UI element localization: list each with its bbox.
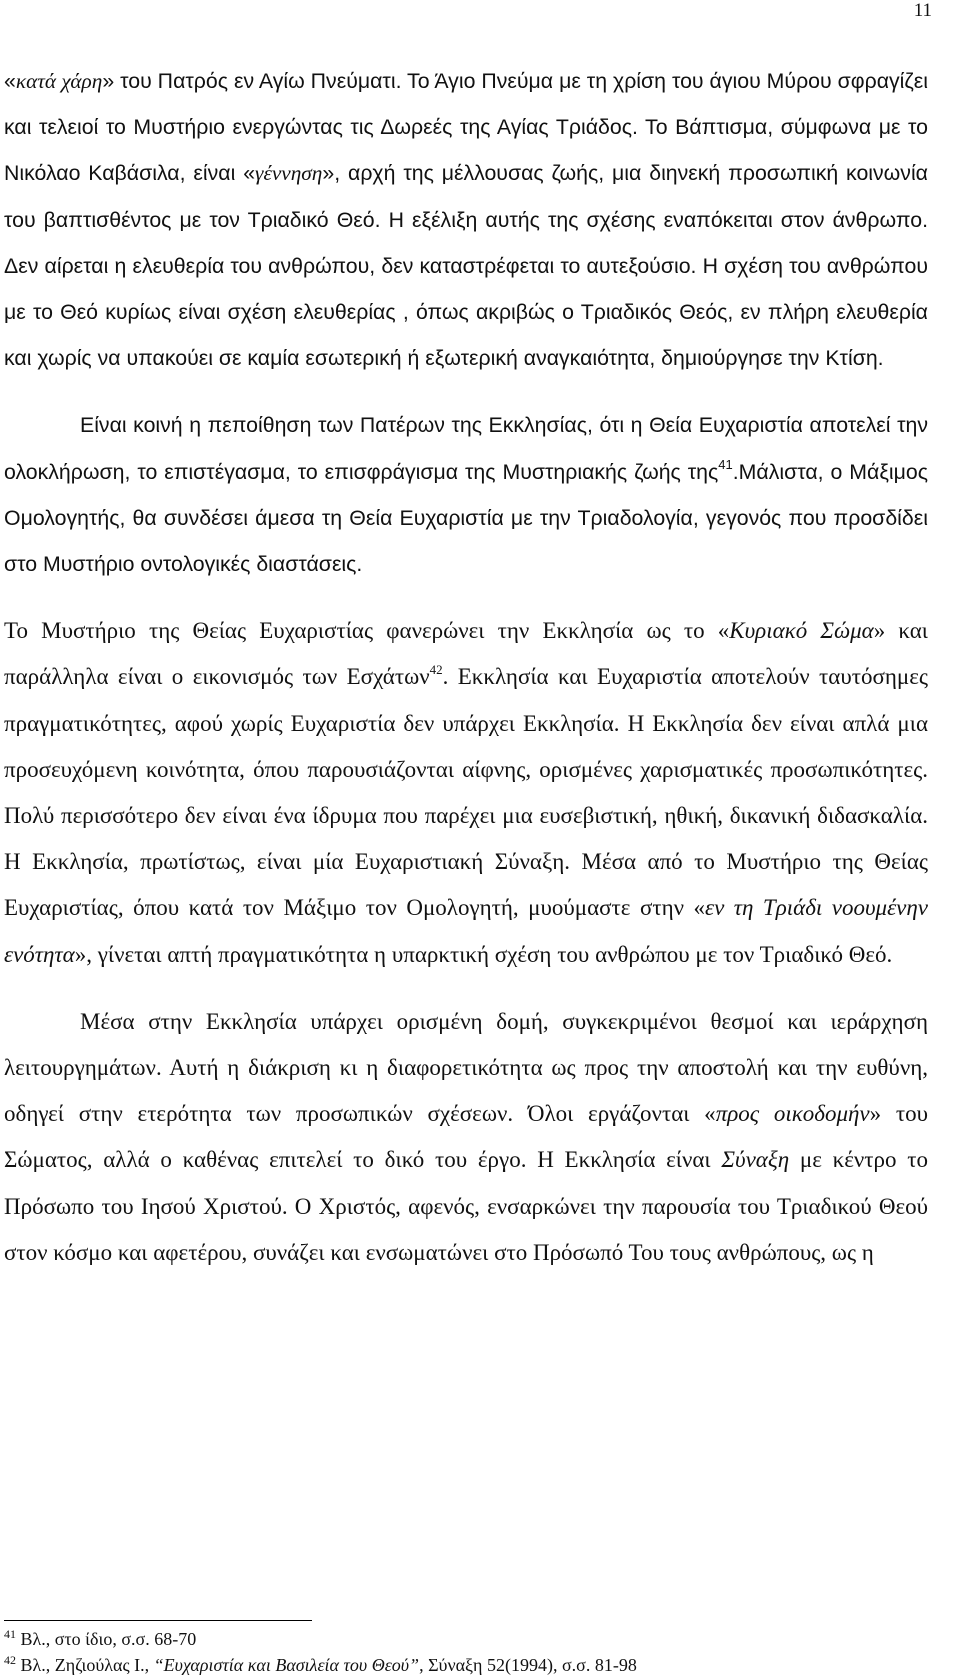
text-run: » του Σώματος, αλλά ο καθένας επιτελεί το δικό του έργο. Η Εκκλησία είναι: [4, 1101, 928, 1173]
text-run: με κέντρο το Πρόσωπο του Ιησού Χριστού. Ο Χριστός, αφενός, ενσαρκώνει την παρουσία του Τριαδικού Θεού στον κόσμο και αφετέρου, συνάζει και ενσωματώνει στο Πρόσωπό Του τους ανθρώπους, ως η: [4, 1147, 928, 1265]
text-run: Το Μυστήριο της Θείας Ευχαριστίας φανερώνει την Εκκλησία ως το «: [4, 618, 730, 644]
emphasis: Κυριακό Σώμα: [729, 618, 874, 644]
text-run: Μέσα στην Εκκλησία υπάρχει ορισμένη δομή, συγκεκριμένοι θεσμοί και ιεράρχηση λειτουργημάτων. Αυτή η διάκριση κι η διαφορετικότητα ως προς την αποστολή και την ευθύνη, οδηγεί στην ετερότητα των προσωπικών σχέσεων. Όλοι εργάζονται «: [4, 1008, 928, 1127]
body-text: [4, 58, 928, 1276]
text-run: .Μάλιστα, ο Μάξιμος Ομολογητής, θα συνδέσει άμεσα τη Θεία Ευχαριστία με την Τριαδολογία, γεγονός που προσδίδει στο Μυστήριο οντολογικές διαστάσεις.: [4, 459, 928, 577]
emphasis: Σύναξη: [721, 1147, 790, 1173]
footnote-ref: 42: [429, 662, 443, 678]
emphasis: εν τη Τριάδι νοουμένην ενότητα: [4, 895, 928, 967]
text-run: Βλ., στο ίδιο, σ.σ. 68-70: [16, 1629, 197, 1649]
page-number: 11: [913, 0, 932, 21]
emphasis: “Ευχαριστία και Βασιλεία του Θεού”: [153, 1655, 420, 1675]
paragraph: [4, 58, 928, 381]
text-run: , Σύναξη 52(1994), σ.σ. 81-98: [419, 1655, 637, 1675]
emphasis: γέννηση: [255, 161, 323, 186]
paragraph: [4, 402, 928, 587]
footnote: [4, 1626, 637, 1652]
footnote-ref: 42: [4, 1653, 16, 1667]
text-run: », γίνεται απτή πραγματικότητα η υπαρκτική σχέση του ανθρώπου με τον Τριαδικό Θεό.: [74, 941, 893, 967]
text-run: » του Πατρός εν Αγίω Πνεύματι. Το Άγιο Πνεύμα με τη χρίση του άγιου Μύρου σφραγίζει και τελειοί το Μυστήριο ενεργώντας τις Δωρεές της Αγίας Τριάδος. Το Βάπτισμα, σύμφωνα με το Νικόλαο Καβάσιλα, είναι «: [4, 69, 929, 186]
footnotes: [4, 1626, 637, 1678]
emphasis: προς οικοδομήν: [715, 1101, 870, 1127]
paragraph: [4, 608, 928, 978]
footnote-ref: 41: [718, 456, 733, 472]
text-run: . Εκκλησία και Ευχαριστία αποτελούν ταυτόσημες πραγματικότητες, αφού χωρίς Ευχαριστία δεν υπάρχει Εκκλησία. Η Εκκλησία δεν είναι απλά μια προσευχόμενη κοινότητα, όπου παρουσιάζονται αίφνης, ορισμένες χαρισματικές προσωπικότητες. Πολύ περισσότερο δεν είναι ένα ίδρυμα που παρέχει μια ευσεβιστική, ηθική, δικανική διδασκαλία. Η Εκκλησία, πρωτίστως, είναι μία Ευχαριστιακή Σύναξη. Μέσα από το Μυστήριο της Θείας Ευχαριστίας, όπου κατά τον Μάξιμο τον Ομολογητή, μυούμαστε στην «: [4, 664, 928, 921]
footnote-ref: 41: [4, 1627, 16, 1641]
text-run: «: [4, 69, 16, 93]
footnote: [4, 1652, 637, 1678]
emphasis: κατά χάρη: [15, 69, 103, 93]
paragraph: [4, 999, 928, 1276]
text-run: », αρχή της μέλλουσας ζωής, μια διηνεκή προσωπική κοινωνία του βαπτισθέντος με τον Τριαδικό Θεό. Η εξέλιξη αυτής της σχέσης εναπόκειται στον άνθρωπο. Δεν αίρεται η ελευθερία του ανθρώπου, δεν καταστρέφεται το αυτεξούσιο. Η σχέση του ανθρώπου με το Θεό κυρίως είναι σχέση ελευθερίας , όπως ακριβώς ο Τριαδικός Θεός, εν πλήρη ελευθερία και χωρίς να υπακούει σε καμία εσωτερική ή εξωτερική αναγκαιότητα, δημιούργησε την Κτίση.: [4, 161, 928, 371]
footnote-separator: [4, 1620, 312, 1621]
text-run: » και παράλληλα είναι ο εικονισμός των Εσχάτων: [4, 618, 928, 690]
text-run: Βλ., Ζηζιούλας Ι.,: [16, 1655, 154, 1675]
text-run: Είναι κοινή η πεποίθηση των Πατέρων της Εκκλησίας, ότι η Θεία Ευχαριστία αποτελεί την ολοκλήρωση, το επιστέγασμα, το επισφράγισμα της Μυστηριακής ζωής της: [4, 413, 928, 484]
